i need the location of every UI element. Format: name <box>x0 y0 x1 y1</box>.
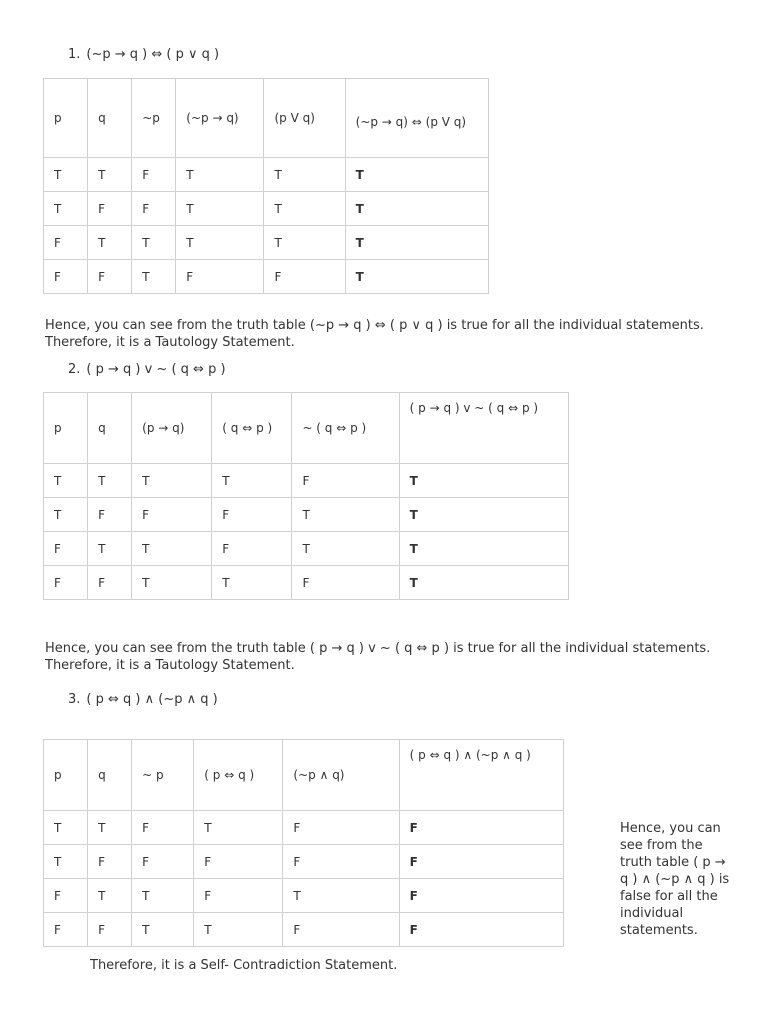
table-cell: T <box>44 845 88 879</box>
conclusion-1 <box>45 317 704 351</box>
table-cell: T <box>292 498 399 532</box>
table-row <box>44 158 489 192</box>
table-cell: F <box>44 879 88 913</box>
table-cell: F <box>44 532 88 566</box>
table-cell: T <box>283 879 399 913</box>
table-cell: F <box>44 913 88 947</box>
result-cell: T <box>345 260 488 294</box>
table-row <box>44 260 489 294</box>
question-expression: (~p → q ) ⇔ ( p ∨ q ) <box>86 47 220 62</box>
truth-table-2 <box>43 392 569 600</box>
table-cell: T <box>132 226 176 260</box>
table-cell: T <box>132 532 212 566</box>
table-cell: F <box>212 532 292 566</box>
table-cell: T <box>44 498 88 532</box>
table-row <box>44 464 569 498</box>
result-cell: T <box>399 498 568 532</box>
result-cell: T <box>345 158 488 192</box>
table-cell: T <box>132 566 212 600</box>
column-header: ( q ⇔ p ) <box>212 393 292 464</box>
table-cell: T <box>88 464 132 498</box>
table-cell: F <box>283 811 399 845</box>
table-cell: T <box>264 192 345 226</box>
conclusion-line: Therefore, it is a Tautology Statement. <box>45 658 295 673</box>
question-1-title <box>68 47 219 62</box>
table-cell: F <box>292 464 399 498</box>
table-cell: T <box>176 158 264 192</box>
table-row <box>44 913 564 947</box>
table-cell: F <box>88 260 132 294</box>
column-header: q <box>88 740 132 811</box>
result-cell: T <box>399 464 568 498</box>
table-cell: T <box>44 811 88 845</box>
result-cell: F <box>399 879 563 913</box>
question-number: 2. <box>68 362 81 377</box>
question-2-title <box>68 362 226 377</box>
table-cell: T <box>132 879 194 913</box>
table-cell: T <box>194 811 283 845</box>
table-header-row <box>44 740 564 811</box>
column-header: p <box>44 79 88 158</box>
result-cell: T <box>345 226 488 260</box>
table-cell: F <box>88 566 132 600</box>
table-cell: T <box>88 158 132 192</box>
question-number: 1. <box>68 47 81 62</box>
table-cell: T <box>88 811 132 845</box>
truth-table-3 <box>43 739 564 947</box>
table-cell: T <box>132 913 194 947</box>
table-cell: T <box>132 260 176 294</box>
table-cell: T <box>44 192 88 226</box>
table-cell: F <box>88 192 132 226</box>
table-row <box>44 192 489 226</box>
table-row <box>44 566 569 600</box>
table-cell: F <box>132 811 194 845</box>
column-header: (p V q) <box>264 79 345 158</box>
table-cell: F <box>283 913 399 947</box>
table-cell: F <box>44 566 88 600</box>
table-cell: T <box>44 158 88 192</box>
table-cell: T <box>292 532 399 566</box>
column-header: ~ p <box>132 740 194 811</box>
conclusion-2 <box>45 640 710 674</box>
table-cell: T <box>264 158 345 192</box>
table-cell: T <box>212 566 292 600</box>
table-cell: F <box>132 845 194 879</box>
table-row <box>44 811 564 845</box>
truth-table-1 <box>43 78 489 294</box>
table-cell: F <box>194 879 283 913</box>
column-header: (~p → q) ⇔ (p V q) <box>345 79 488 158</box>
table-cell: F <box>292 566 399 600</box>
side-note-3: Hence, you can see from the truth table ( p → q ) ∧ (~p ∧ q ) is false for all the individual statements. <box>620 821 730 938</box>
column-header: p <box>44 740 88 811</box>
table-cell: F <box>132 158 176 192</box>
column-header: q <box>88 393 132 464</box>
table-row <box>44 879 564 913</box>
table-cell: T <box>264 226 345 260</box>
table-cell: F <box>194 845 283 879</box>
column-header: (p → q) <box>132 393 212 464</box>
table-cell: F <box>212 498 292 532</box>
question-expression: ( p → q ) v ~ ( q ⇔ p ) <box>86 362 226 377</box>
column-header: ( p ⇔ q ) ∧ (~p ∧ q ) <box>399 740 563 811</box>
question-number: 3. <box>68 692 81 707</box>
conclusion-line: Therefore, it is a Self- Contradiction Statement. <box>90 958 398 973</box>
column-header: ( p → q ) v ~ ( q ⇔ p ) <box>399 393 568 464</box>
table-cell: T <box>132 464 212 498</box>
question-expression: ( p ⇔ q ) ∧ (~p ∧ q ) <box>86 692 218 707</box>
column-header: ( p ⇔ q ) <box>194 740 283 811</box>
table-cell: F <box>88 845 132 879</box>
table-row <box>44 532 569 566</box>
table-cell: F <box>264 260 345 294</box>
table-cell: T <box>88 879 132 913</box>
table-cell: T <box>88 226 132 260</box>
table-cell: F <box>132 498 212 532</box>
column-header: ~ ( q ⇔ p ) <box>292 393 399 464</box>
table-cell: T <box>88 532 132 566</box>
table-cell: F <box>132 192 176 226</box>
table-cell: T <box>212 464 292 498</box>
result-cell: F <box>399 913 563 947</box>
table-cell: F <box>88 498 132 532</box>
table-cell: F <box>283 845 399 879</box>
table-row <box>44 845 564 879</box>
conclusion-line: Therefore, it is a Tautology Statement. <box>45 335 295 350</box>
conclusion-line: Hence, you can see from the truth table ( p → q ) v ~ ( q ⇔ p ) is true for all the individual statements. <box>45 641 711 656</box>
table-header-row <box>44 393 569 464</box>
result-cell: F <box>399 811 563 845</box>
result-cell: T <box>399 532 568 566</box>
table-row <box>44 226 489 260</box>
column-header: (~p → q) <box>176 79 264 158</box>
result-cell: F <box>399 845 563 879</box>
conclusion-line: Hence, you can see from the truth table (~p → q ) ⇔ ( p ∨ q ) is true for all the individual statements. <box>45 318 704 333</box>
conclusion-3 <box>90 957 397 974</box>
table-cell: T <box>176 192 264 226</box>
table-cell: T <box>176 226 264 260</box>
table-cell: F <box>44 226 88 260</box>
result-cell: T <box>399 566 568 600</box>
table-cell: F <box>176 260 264 294</box>
table-cell: F <box>88 913 132 947</box>
column-header: (~p ∧ q) <box>283 740 399 811</box>
table-row <box>44 498 569 532</box>
table-cell: F <box>44 260 88 294</box>
column-header: q <box>88 79 132 158</box>
column-header: p <box>44 393 88 464</box>
result-cell: T <box>345 192 488 226</box>
table-cell: T <box>44 464 88 498</box>
table-cell: T <box>194 913 283 947</box>
question-3-title <box>68 692 218 707</box>
table-header-row <box>44 79 489 158</box>
column-header: ~p <box>132 79 176 158</box>
